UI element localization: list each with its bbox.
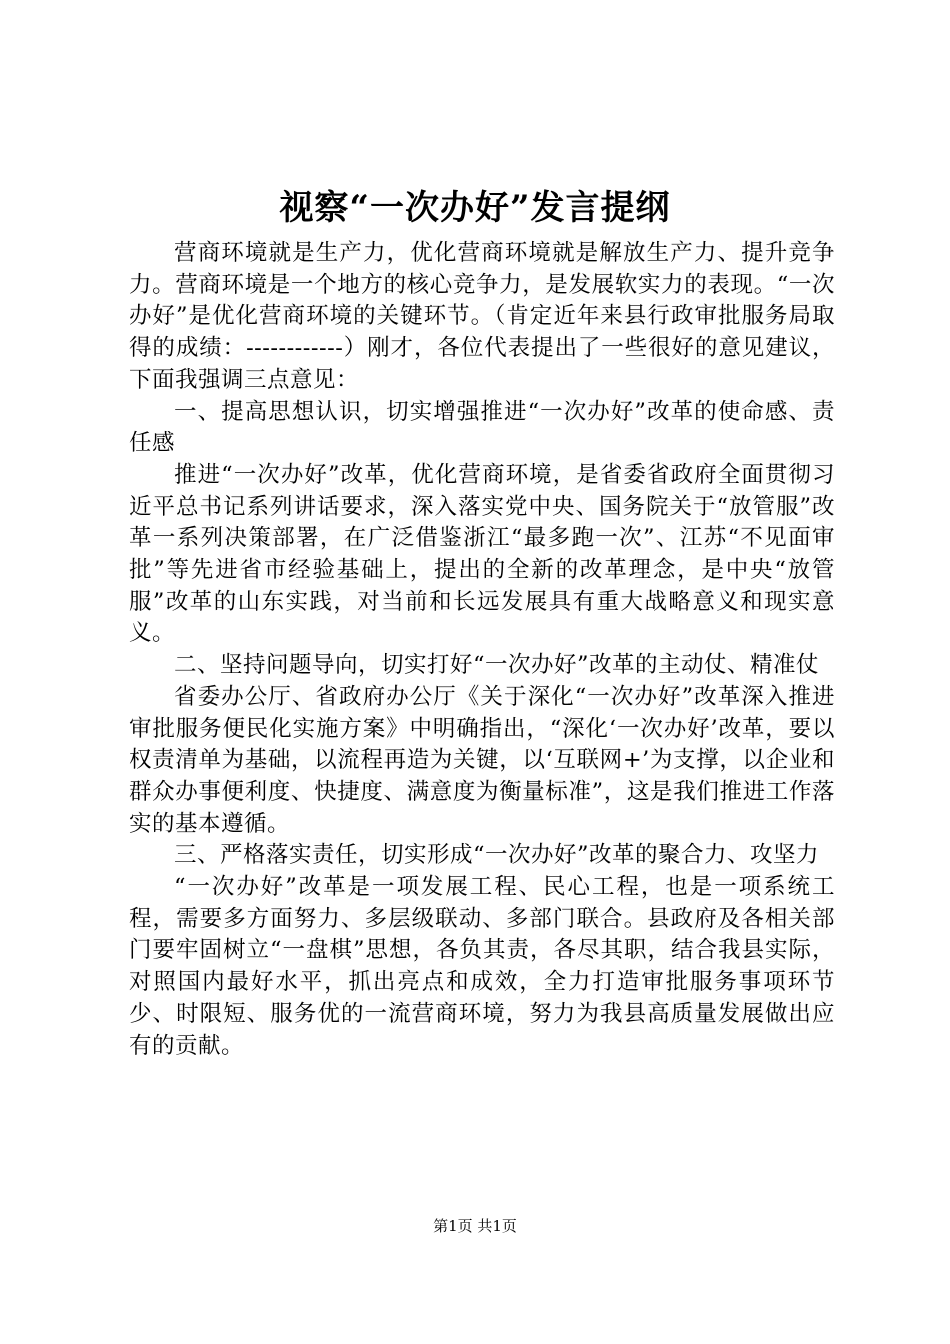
section-heading-3: 三、严格落实责任，切实形成“一次办好”改革的聚合力、攻坚力 [174, 842, 820, 869]
paragraph-section-3: “一次办好”改革是一项发展工程、民心工程，也是一项系统工程，需要多方面努力、多层级联动、多部门联合。县政府及各相关部门要牢固树立“一盘棋”思想，各负其责，各尽其职，结合我县实际，对照国内最好水平，抓出亮点和成效，全力打造审批服务事项环节少、时限短、服务优的一流营商环境，努力为我县高质量发展做出应有的贡献。 [129, 874, 835, 1059]
page-footer [0, 1216, 950, 1236]
page-number: 第1页 [433, 1217, 473, 1235]
section-heading-1: 一、提高思想认识，切实增强推进“一次办好”改革的使命感、责任感 [129, 398, 835, 457]
paragraph-intro: 营商环境就是生产力，优化营商环境就是解放生产力、提升竞争力。营商环境是一个地方的核心竞争力，是发展软实力的表现。“一次办好”是优化营商环境的关键环节。（肯定近年来县行政审批服务局取得的成绩：------------）刚才，各位代表提出了一些很好的意见建议，下面我强调三点意见： [129, 240, 835, 393]
document-body [129, 238, 835, 1062]
document-title: 视察“一次办好”发言提纲 [279, 188, 671, 228]
page-total: 共1页 [477, 1217, 517, 1235]
paragraph-section-2: 省委办公厅、省政府办公厅《关于深化“一次办好”改革深入推进审批服务便民化实施方案》中明确指出，“深化‘一次办好’改革，要以权责清单为基础，以流程再造为关键，以‘互联网+’为支撑，以企业和群众办事便利度、快捷度、满意度为衡量标准”，这是我们推进工作落实的基本遵循。 [129, 683, 835, 837]
paragraph-section-1: 推进“一次办好”改革，优化营商环境，是省委省政府全面贯彻习近平总书记系列讲话要求，深入落实党中央、国务院关于“放管服”改革一系列决策部署，在广泛借鉴浙江“最多跑一次”、江苏“不见面审批”等先进省市经验基础上，提出的全新的改革理念，是中央“放管服”改革的山东实践，对当前和长远发展具有重大战略意义和现实意义。 [129, 461, 835, 647]
section-heading-2: 二、坚持问题导向，切实打好“一次办好”改革的主动仗、精准仗 [174, 652, 820, 679]
